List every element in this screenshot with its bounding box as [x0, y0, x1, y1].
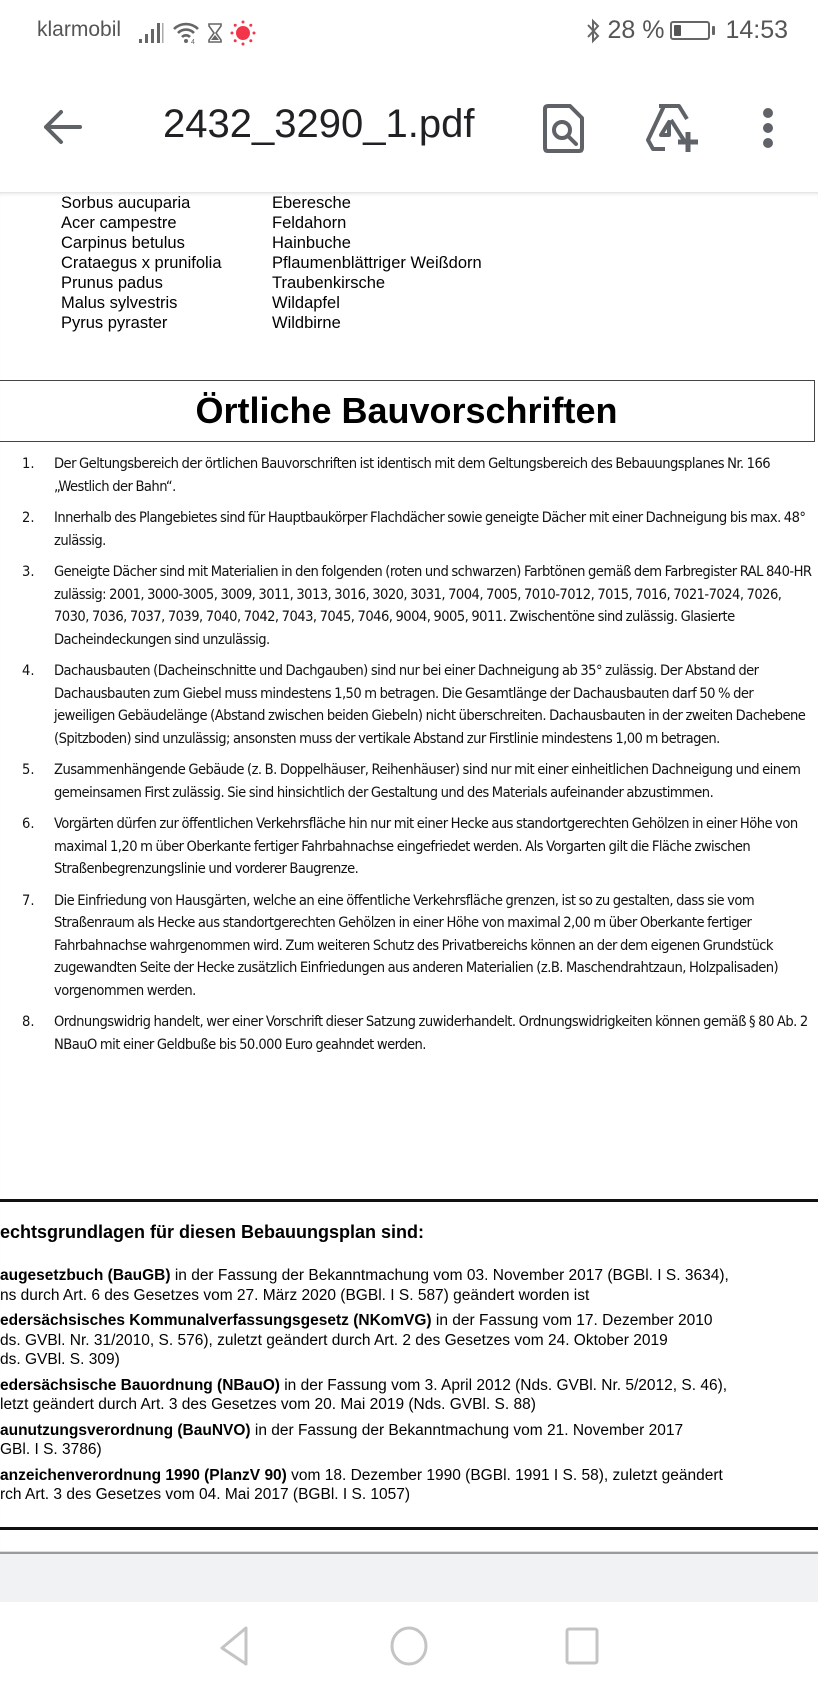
- rule-text: Dachausbauten (Dacheinschnitte und Dachgauben) sind nur bei einer Dachneigung ab 35° zulässig. Der Abstand der Dachausbauten zum Giebel muss mindestens 1,50 m betragen. Die Gesamtlänge der Dachausbauten darf 50 % der jeweiligen Gebäudelänge (Abstand zwischen beiden Giebeln) nicht überschreiten. Dachausbauten in der zweiten Dachebene (Spitzboden) sind unzulässig; ansonsten muss der vertikale Abstand zur Firstlinie mindestens 1,00 m betragen.: [54, 662, 806, 747]
- legal-line: [0, 1440, 818, 1460]
- battery-percent: 28 %: [607, 16, 665, 44]
- legal-line-text: in der Fassung vom 17. Dezember 2010: [431, 1312, 713, 1329]
- legal-basis-list: [0, 1266, 818, 1511]
- species-german-name: Pflaumenblättriger Weißdorn: [272, 254, 482, 272]
- rule-text: Zusammenhängende Gebäude (z. B. Doppelhäuser, Reihenhäuser) sind nur mit einer einheitlichen Dachneigung und einem gemeinsamen First zulässig. Sie sind hinsichtlich der Gestaltung und des Materials aufeinander abzustimmen.: [54, 761, 801, 801]
- species-german-name: Wildapfel: [272, 294, 340, 312]
- battery-level: [674, 25, 680, 36]
- rule-text: Ordnungswidrig handelt, wer einer Vorschrift dieser Satzung zuwiderhandelt. Ordnungswidrigkeiten können gemäß § 80 Ab. 2 NBauO mit einer Geldbuße bis 50.000 Euro geahndet werden.: [54, 1013, 808, 1053]
- divider-top: [0, 1199, 818, 1202]
- document-title: 2432_3290_1.pdf: [163, 102, 475, 146]
- nav-home-icon: [389, 1624, 429, 1668]
- legal-line: [0, 1395, 818, 1415]
- find-in-document-button[interactable]: [540, 102, 588, 154]
- bluetooth-icon: [585, 18, 601, 44]
- legal-heading: echtsgrundlagen für diesen Bebauungsplan sind:: [0, 1222, 425, 1242]
- species-row: [61, 293, 482, 313]
- rule-item: [22, 660, 812, 750]
- status-icons-right: [585, 16, 788, 45]
- red-dot-icon: [230, 20, 256, 46]
- legal-law-name: aunutzungsverordnung (BauNVO): [0, 1421, 251, 1439]
- status-bar: [0, 0, 818, 66]
- legal-law-name: edersächsische Bauordnung (NBauO): [0, 1376, 280, 1394]
- species-german-name: Eberesche: [272, 194, 351, 212]
- species-latin-name: Prunus padus: [61, 274, 163, 292]
- rule-number: 1.: [22, 455, 35, 472]
- legal-line-text: ds. GVBl. S. 309): [0, 1351, 120, 1368]
- species-row: [61, 273, 482, 293]
- nav-recents-icon: [564, 1626, 600, 1666]
- species-latin-name: Acer campestre: [61, 214, 177, 232]
- legal-line-text: ds. GVBl. Nr. 31/2010, S. 576), zuletzt geändert durch Art. 2 des Gesetzes vom 24. Oktober 2019: [0, 1331, 668, 1349]
- clock: 14:53: [725, 16, 788, 44]
- rule-text: Geneigte Dächer sind mit Materialien in den folgenden (roten und schwarzen) Farbtönen gemäß dem Farbregister RAL 840-HR zulässig: 2001, 3000-3005, 3009, 3011, 3013, 3016, 3020, 3031, 7004, 7005, 7010-7012, 7015, 7016, 7021-7024, 7026, 7030, 7036, 7037, 7039, 7040, 7042, 7043, 7045, 7046, 9004, 9005, 9011. Zwischentöne sind zulässig. Glasierte Dacheindeckungen sind unzulässig.: [54, 563, 812, 648]
- legal-line: [0, 1286, 818, 1306]
- rule-item: [22, 1011, 812, 1056]
- rules-list: [22, 453, 812, 1065]
- legal-line-text: in der Fassung der Bekanntmachung vom 03. November 2017 (BGBl. I S. 3634),: [170, 1267, 729, 1284]
- legal-item: [0, 1421, 818, 1460]
- species-german-name: Feldahorn: [272, 214, 347, 232]
- legal-line: [0, 1266, 818, 1286]
- legal-line-text: in der Fassung der Bekanntmachung vom 21. November 2017: [250, 1421, 684, 1439]
- species-latin-name: Pyrus pyraster: [61, 314, 168, 332]
- rule-number: 3.: [22, 563, 35, 580]
- carrier-name: klarmobil: [37, 18, 122, 41]
- rule-item: [22, 561, 812, 651]
- find-in-document-icon: [540, 102, 588, 154]
- legal-line: [0, 1331, 818, 1351]
- rule-text: Innerhalb des Plangebietes sind für Hauptbaukörper Flachdächer sowie geneigte Dächer mit einer Dachneigung bis max. 48° zulässig.: [54, 509, 806, 549]
- species-latin-name: Sorbus aucuparia: [61, 194, 191, 212]
- species-latin-name: Carpinus betulus: [61, 234, 185, 252]
- hourglass-icon: [208, 23, 222, 43]
- legal-item: [0, 1311, 818, 1370]
- legal-line-text: vom 18. Dezember 1990 (BGBl. 1991 I S. 58), zuletzt geändert: [286, 1466, 723, 1484]
- legal-line-text: GBl. I S. 3786): [0, 1441, 102, 1458]
- pdf-viewport[interactable]: [0, 192, 818, 1552]
- legal-line: [0, 1311, 818, 1331]
- rule-number: 4.: [22, 662, 35, 679]
- app-bar: [0, 66, 818, 192]
- species-german-name: Hainbuche: [272, 234, 351, 252]
- legal-law-name: augesetzbuch (BauGB): [0, 1267, 171, 1284]
- page-separator: [0, 1552, 818, 1602]
- more-vert-icon: [754, 102, 782, 154]
- rule-text: Die Einfriedung von Hausgärten, welche an eine öffentliche Verkehrsfläche grenzen, ist so zu gestalten, dass sie vom Straßenraum als Hecke aus standortgerechten Gehölzen in einer Höhe von maximal 2,00 m über Oberkante fertiger Fahrbahnachse wahrgenommen wird. Zum weiteren Schutz des Privatbereichs können an der dem eigenen Grundstück zugewandten Seite der Hecke zusätzlich Einfriedungen aus anderen Materialien (z.B. Maschendrahtzaun, Holzpalisaden) vorgenommen werden.: [54, 891, 779, 999]
- species-latin-name: Malus sylvestris: [61, 294, 178, 312]
- rule-number: 5.: [22, 761, 35, 778]
- legal-line: [0, 1350, 818, 1370]
- species-row: [61, 253, 482, 273]
- species-german-name: Wildbirne: [272, 314, 341, 332]
- back-arrow-icon: [40, 104, 86, 150]
- back-button[interactable]: [40, 104, 86, 150]
- legal-law-name: anzeichenverordnung 1990 (PlanzV 90): [0, 1466, 287, 1484]
- legal-line-text: letzt geändert durch Art. 3 des Gesetzes vom 20. Mai 2019 (Nds. GVBl. S. 88): [0, 1396, 536, 1413]
- rule-item: [22, 507, 812, 552]
- species-latin-name: Crataegus x prunifolia: [61, 254, 222, 272]
- species-row: [61, 313, 482, 333]
- species-table: [61, 193, 482, 333]
- species-german-name: Traubenkirsche: [272, 274, 386, 292]
- section-title: Örtliche Bauvorschriften: [195, 390, 618, 431]
- rule-item: [22, 890, 812, 1003]
- rule-item: [22, 453, 812, 498]
- rule-item: [22, 759, 812, 804]
- nav-back-button[interactable]: [216, 1624, 254, 1668]
- nav-recents-button[interactable]: [564, 1626, 600, 1666]
- legal-item: [0, 1376, 818, 1415]
- nav-back-icon: [216, 1624, 254, 1668]
- legal-law-name: edersächsisches Kommunalverfassungsgesetz (NKomVG): [0, 1312, 432, 1329]
- system-nav-bar: [0, 1602, 818, 1700]
- nav-home-button[interactable]: [389, 1624, 429, 1668]
- status-icons-left: [138, 20, 256, 46]
- rule-number: 2.: [22, 509, 35, 526]
- rule-number: 7.: [22, 891, 35, 909]
- species-row: [61, 213, 482, 233]
- legal-line-text: rch Art. 3 des Gesetzes vom 04. Mai 2017 (BGBl. I S. 1057): [0, 1486, 411, 1503]
- legal-line: [0, 1485, 818, 1505]
- legal-line: [0, 1421, 818, 1441]
- rule-item: [22, 813, 812, 881]
- legal-item: [0, 1466, 818, 1505]
- legal-line: [0, 1376, 818, 1396]
- battery-icon: [670, 21, 710, 40]
- rule-number: 6.: [22, 815, 35, 832]
- rule-number: 8.: [22, 1013, 35, 1030]
- more-options-button[interactable]: [754, 102, 782, 154]
- legal-line-text: ns durch Art. 6 des Gesetzes vom 27. März 2020 (BGBl. I S. 587) geändert worden ist: [0, 1286, 590, 1304]
- divider-bottom: [0, 1527, 818, 1530]
- legal-item: [0, 1266, 818, 1305]
- add-to-drive-icon: [645, 102, 701, 154]
- species-row: [61, 193, 482, 213]
- svg-text:4: 4: [191, 39, 195, 45]
- species-row: [61, 233, 482, 253]
- legal-line-text: in der Fassung vom 3. April 2012 (Nds. GVBl. Nr. 5/2012, S. 46),: [279, 1376, 728, 1394]
- rule-text: Vorgärten dürfen zur öffentlichen Verkehrsfläche hin nur mit einer Hecke aus standortgerechten Gehölzen in einer Höhe von maximal 1,20 m über Oberkante fertiger Fahrbahnachse eingefriedet werden. Als Vorgarten gilt die Fläche zwischen Straßenbegrenzungslinie und vorderer Baugrenze.: [54, 815, 798, 877]
- signal-icon: [138, 22, 164, 44]
- rule-text: Der Geltungsbereich der örtlichen Bauvorschriften ist identisch mit dem Geltungsbereich des Bebauungsplanes Nr. 166 „Westlich der Bahn“.: [54, 455, 771, 495]
- legal-line: [0, 1466, 818, 1486]
- battery-cap: [712, 26, 715, 35]
- wifi-icon: [172, 21, 200, 45]
- section-title-box: [0, 380, 815, 442]
- add-to-drive-button[interactable]: [645, 102, 701, 154]
